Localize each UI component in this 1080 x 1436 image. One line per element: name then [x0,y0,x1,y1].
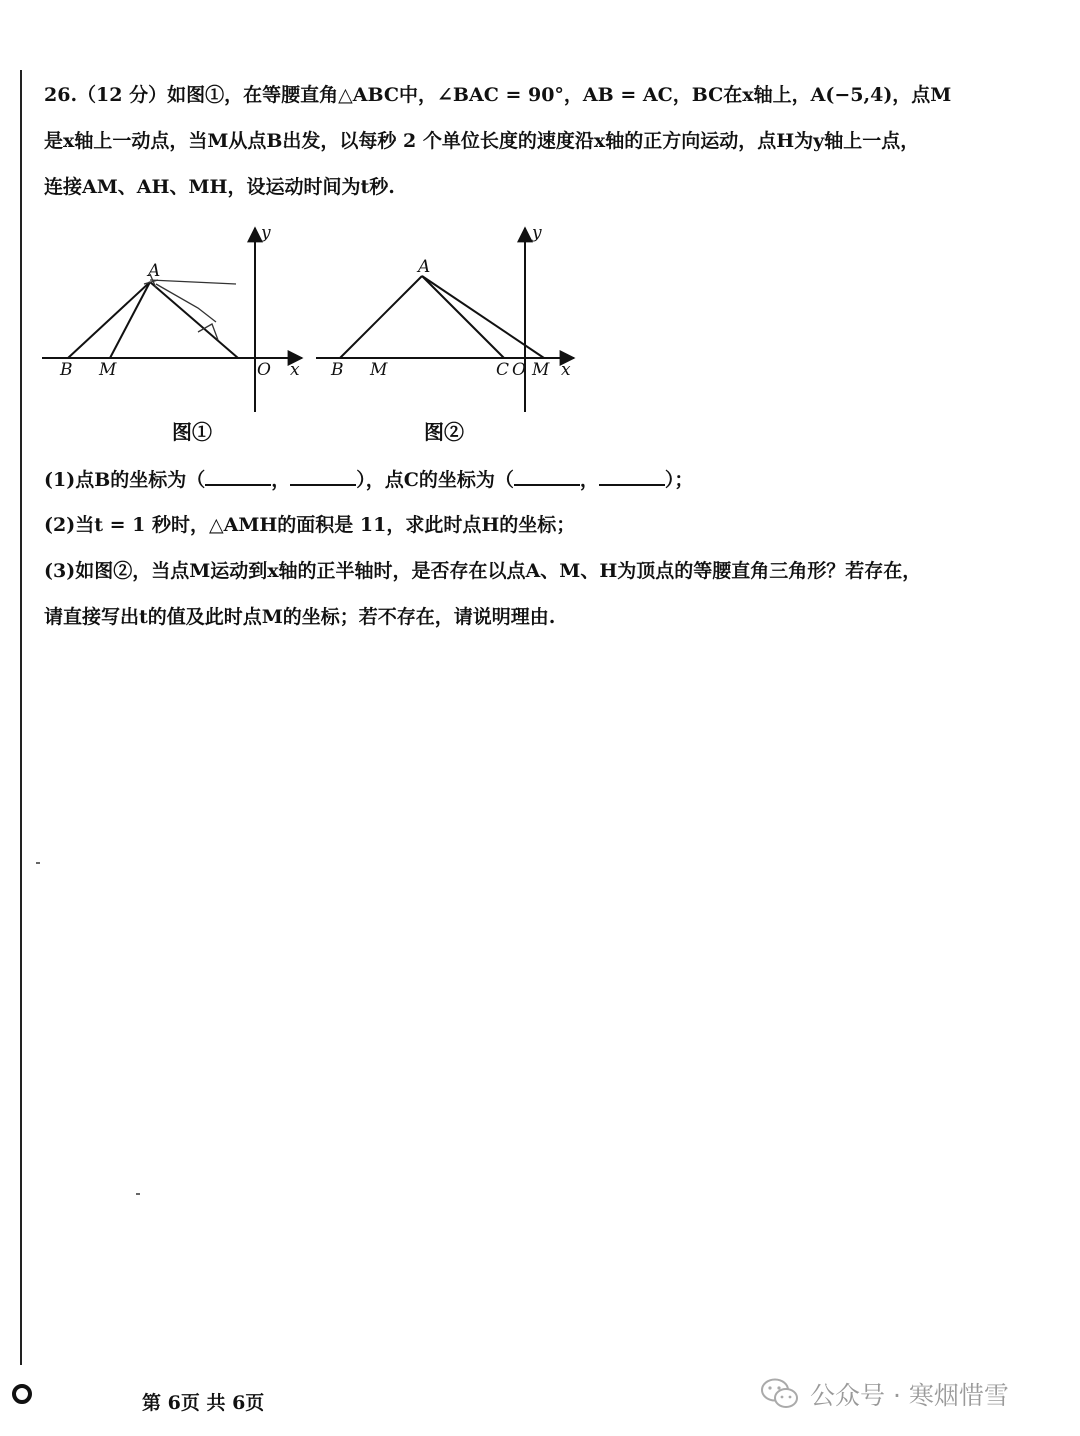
fig1-label-x: x [290,360,300,380]
part-1-text-c: ）； [664,469,694,491]
fig1-label-y: y [261,223,271,243]
fig1-label-b: B [60,360,73,380]
part-2: (2)当t = 1 秒时，△AMH的面积是 11，求此时点H的坐标； [44,514,576,536]
answer-blank [205,466,271,486]
fig2-label-a: A [418,257,431,277]
watermark-text: 公众号 · 寒烟惜雪 [810,1381,1009,1410]
pencil-marks [144,274,236,340]
fig2-label-b: B [331,360,344,380]
fig1-label-a: A [148,261,161,281]
fig1-label-o: O [257,360,271,380]
fig2-label-x: x [561,360,571,380]
fig1-label-m: M [99,360,117,380]
fig2-label-o: O [512,360,526,380]
question-line-3: 连接AM、AH、MH，设运动时间为t秒. [44,176,395,198]
figure-2 [312,222,582,421]
part-3-line-1: (3)如图②，当点M运动到x轴的正半轴时，是否存在以点A、M、H为顶点的等腰直角三角形？若存在， [44,560,922,582]
part-1 [44,466,693,493]
segment-ac [150,282,238,358]
scan-speck [36,862,40,864]
answer-blank [290,466,356,486]
watermark [760,1376,1009,1412]
answer-blank [599,466,665,486]
answer-blank [514,466,580,486]
fig2-label-c: C [496,360,510,380]
fig2-label-m: M [370,360,388,380]
part-1-comma: ， [579,469,599,491]
figure-1-caption: 图① [172,420,212,444]
figure-2-caption: 图② [424,420,464,444]
segment-am [110,282,150,358]
segment-ab [340,276,422,358]
wechat-icon [760,1377,800,1411]
question-line-1: 26.（12 分）如图①，在等腰直角△ABC中，∠BAC = 90°，AB = AC，BC在x轴上，A(−5,4)，点M [44,84,952,106]
segment-ab [68,282,150,358]
scan-speck [136,1193,140,1195]
binding-ring-icon [12,1384,32,1404]
part-1-text-a: (1)点B的坐标为（ [44,469,206,491]
part-3-line-2: 请直接写出t的值及此时点M的坐标；若不存在，请说明理由. [44,606,556,628]
segment-ac [422,276,504,358]
fig2-label-y: y [532,223,542,243]
question-line-2: 是x轴上一动点，当M从点B出发，以每秒 2 个单位长度的速度沿x轴的正方向运动，点H为y轴上一点， [44,130,920,152]
page-footer: 第 6页 共 6页 [142,1392,265,1414]
fig2-label-m-positive: M [532,360,550,380]
figure-1 [40,222,310,421]
part-1-comma: ， [271,469,291,491]
margin-line [20,70,22,1365]
part-1-text-b: ），点C的坐标为（ [356,469,514,491]
